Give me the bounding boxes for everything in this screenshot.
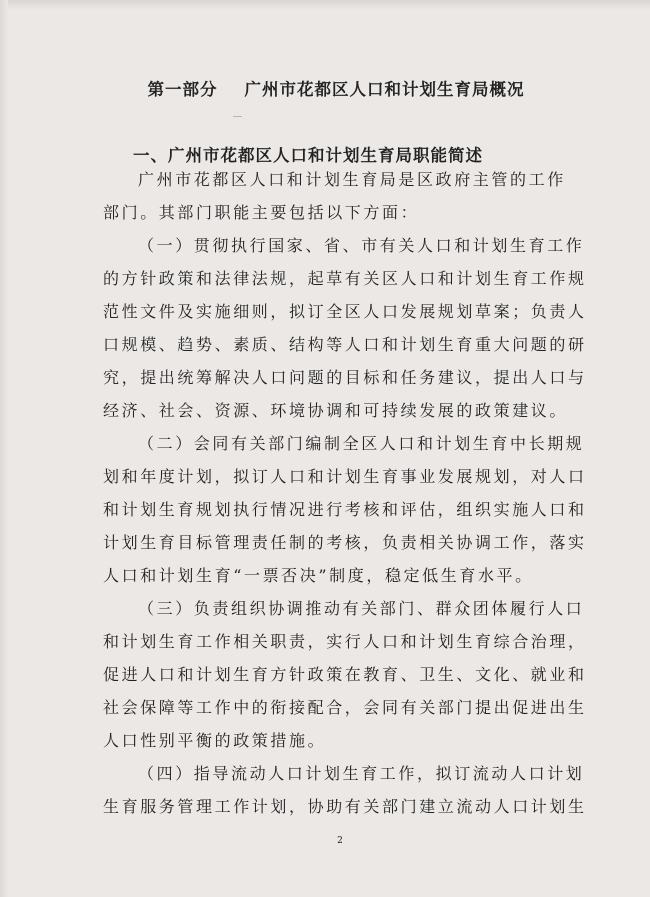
body-line: 范性文件及实施细则，拟订全区人口发展规划草案；负责人 [103,302,587,321]
body-line: 和计划生育工作相关职责，实行人口和计划生育综合治理， [103,632,587,651]
scan-speck [233,116,242,117]
page-number: 2 [337,836,343,846]
body-line: 促进人口和计划生育方针政策在教育、卫生、文化、就业和 [103,665,587,684]
body-line: 和计划生育规划执行情况进行考核和评估，组织实施人口和 [103,500,587,519]
body-line: 广州市花都区人口和计划生育局是区政府主管的工作 [138,170,566,189]
body-line: 社会保障等工作中的衔接配合，会同有关部门提出促进出生 [103,698,587,717]
body-line: （二）会同有关部门编制全区人口和计划生育中长期规 [138,434,585,453]
part-title: 第一部分 广州市花都区人口和计划生育局概况 [147,80,525,99]
body-line: 口规模、趋势、素质、结构等人口和计划生育重大问题的研 [103,335,587,354]
body-line: 的方针政策和法律法规，起草有关区人口和计划生育工作规 [103,269,587,288]
body-line: （四）指导流动人口计划生育工作，拟订流动人口计划 [138,764,585,783]
body-line: （三）负责组织协调推动有关部门、群众团体履行人口 [138,599,585,618]
body-line: （一）贯彻执行国家、省、市有关人口和计划生育工作 [138,236,585,255]
body-line: 人口性别平衡的政策措施。 [103,731,327,750]
body-line: 计划生育目标管理责任制的考核，负责相关协调工作，落实 [103,533,587,552]
body-line: 生育服务管理工作计划，协助有关部门建立流动人口计划生 [103,797,587,816]
body-line: 经济、社会、资源、环境协调和可持续发展的政策建议。 [103,401,569,420]
section-title: 一、广州市花都区人口和计划生育局职能简述 [133,146,483,165]
scan-edge-left [0,0,8,897]
body-line: 究，提出统筹解决人口问题的目标和任务建议，提出人口与 [103,368,587,387]
scan-edge-top [0,0,650,10]
body-line: 部门。其部门职能主要包括以下方面： [103,203,420,222]
body-line: 人口和计划生育“一票否决”制度，稳定低生育水平。 [103,566,534,585]
body-line: 划和年度计划，拟订人口和计划生育事业发展规划，对人口 [103,467,587,486]
